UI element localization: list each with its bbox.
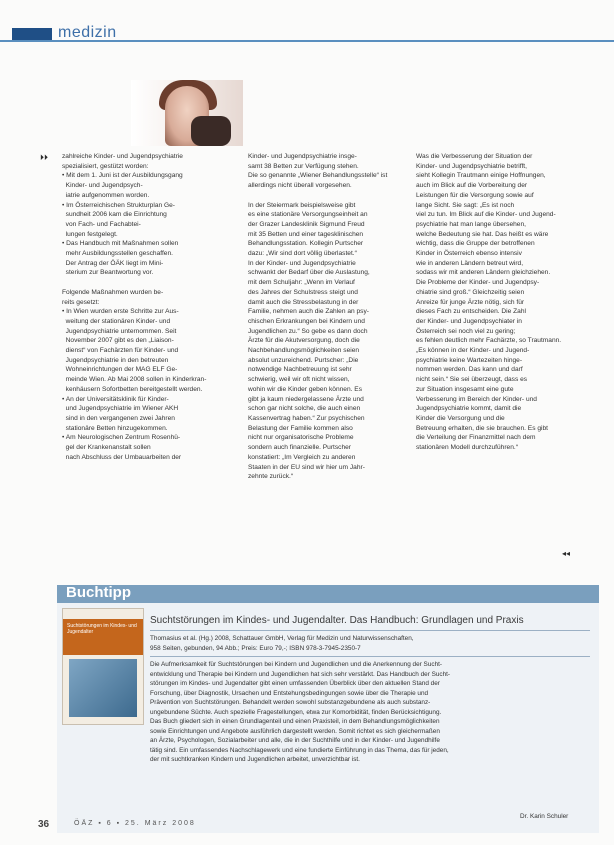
buchtipp-header xyxy=(57,585,599,603)
review-author: Dr. Karin Schuler xyxy=(520,813,569,820)
book-cover-title: Suchtstörungen im Kindes- und Jugendalter xyxy=(67,623,137,635)
book-headline: Suchtstörungen im Kindes- und Jugendalter. Das Handbuch: Grundlagen und Praxis xyxy=(150,615,524,626)
article-photo xyxy=(131,80,243,146)
continuation-arrow-icon: ⏵⏵ xyxy=(40,153,48,162)
article-column-3: Was die Verbesserung der Situation der Kinder- und Jugendpsychiatrie betrifft, sieht Kollegin Trautmann einige Hoffnungen, auch im Blick auf die Vorbereitung der Leistungen für die Versorgung sowie auf lange Sicht. Sie sagt: „Es ist noch viel zu tun. Im Blick auf die Kinder- und Jugend- psychiatrie hat man lange übersehen, welche Bedeutung sie hat. Das heißt es wäre wichtig, dass die Gruppe der betroffenen Kinder in Österreich ebenso intensiv wie in anderen Ländern betreut wird, sodass wir mit anderen Ländern gleichziehen. Die Probleme der Kinder- und Jugendpsy- chiatrie sind groß.“ Gleichzeitig seien Anreize für junge Ärzte nötig, sich für dieses Fach zu entscheiden. Die Zahl der Kinder- und Jugendpsychiater in Österreich sei noch viel zu gering; es fehlen deutlich mehr Fachärzte, so Trautmann. „Es können in der Kinder- und Jugend- psychiatrie keine Wartezeiten hinge- nommen werden. Das kann und darf nicht sein.“ Sie sei überzeugt, dass es zur Situation insgesamt eine gute Verbesserung im Bereich der Kinder- und Jugendpsychiatrie kommt, damit die Kinder die Versorgung und die Betreuung erhalten, die sie brauchen. Es gibt die Verteilung der Finanzmittel nach dem stationären Modell durchzuführen.“ xyxy=(416,153,562,452)
article-column-1: zahlreiche Kinder- und Jugendpsychiatrie spezialisiert, gestützt worden: • Mit dem 1. Juni ist der Ausbildungsgang Kinder- und Jugendpsych- iatrie aufgenommen worden. • Im Österreichischen Strukturplan Ge- sundheit 2006 kam die Einrichtung von Fach- und Fachabtei- lungen festgelegt. • Das Handbuch mit Maßnahmen sollen mehr Ausbildungsstellen geschaffen. Der Antrag der ÖÄK liegt im Mini- sterium zur Beantwortung vor. Folgende Maßnahmen wurden be- reits gesetzt: • In Wien wurden erste Schritte zur Aus- weitung der stationären Kinder- und Jugendpsychiatrie unternommen. Seit November 2007 gibt es den „Liaison- dienst“ von Fachärzten für Kinder- und Jugendpsychiatrie in den betreuten Wohneinrichtungen der MAG ELF Ge- meinde Wien. Ab Mai 2008 sollen in Kinderkran- kenhäusern Sofortbetten bereitgestellt werden. • An der Universitätsklinik für Kinder- und Jugendpsychiatrie im Wiener AKH sind in den vergangenen zwei Jahren stationäre Betten hinzugekommen. • Am Neurologischen Zentrum Rosenhü- gel der Krankenanstalt sollen nach Abschluss der Umbauarbeiten der xyxy=(62,153,207,461)
article-column-2: Kinder- und Jugendpsychiatrie insge- samt 38 Betten zur Verfügung stehen. Die so genannte „Wiener Behandlungsstelle“ ist allerdings nicht überall vorgesehen. In der Steiermark beispielsweise gibt es eine stationäre Versorgungseinheit an der Grazer Landesklinik Sigmund Freud mit 35 Betten und einer tagesklinischen Behandlungsstation. Kollegin Purtscher dazu: „Wir sind dort völlig überlastet.“ In der Kinder- und Jugendpsychiatrie schwankt der Bedarf über die Auslastung, mit dem Schuljahr: „Wenn im Verlauf des Jahres der Schulstress steigt und damit auch die Stressbelastung in der Familie, nehmen auch die Zahlen an psy- chischen Erkrankungen bei Kindern und Jugendlichen zu.“ So gebe es dann doch Ärzte für die Akutversorgung, doch die Nachbehandlungsmöglichkeiten seien absolut unzureichend. Purtscher: „Die notwendige Nachbetreuung ist sehr schwierig, weil wir oft nicht wissen, wohin wir die Kinder geben können. Es gibt ja kaum niedergelassene Ärzte und schon gar nicht solche, die auch einen Kassenvertrag haben.“ Zur psychischen Belastung der Familie kommen also nicht nur organisatorische Probleme sondern auch finanzielle. Purtscher konstatiert: „Im Vergleich zu anderen Staaten in der EU sind wir hier um Jahr- zehnte zurück.“ xyxy=(248,153,388,481)
book-cover-image xyxy=(69,659,137,717)
buchtipp-label: Buchtipp xyxy=(66,584,131,601)
issue-info: ÖÄZ ▪ 6 ▪ 25. März 2008 xyxy=(74,820,196,827)
book-divider-2 xyxy=(150,656,590,657)
book-reference: Thomasius et al. (Hg.) 2008, Schattauer GmbH, Verlag für Medizin und Naturwissenschaften, 958 Seiten, gebunden, 94 Abb.; Preis: Euro 79,-; ISBN 978-3-7945-2350-7 xyxy=(150,635,414,652)
photo-hand xyxy=(191,116,231,146)
section-title: medizin xyxy=(58,24,117,41)
article-end-icon: ◂◂ xyxy=(562,549,571,558)
book-divider xyxy=(150,630,590,631)
book-cover xyxy=(62,608,144,725)
book-review: Die Aufmerksamkeit für Suchtstörungen bei Kindern und Jugendlichen und die Anerkennung der Sucht- entwicklung und Therapie bei Kindern und Jugendlichen hat sich sehr verstärkt. Das Handbuch der Sucht- störungen im Kindes- und Jugendalter gibt einen umfassenden Überblick über den aktuellen Stand der Forschung, über Diagnostik, Ursachen und Entstehungsbedingungen sowie über die Therapie und Prävention von Suchtstörungen. Behandelt werden sowohl substanzgebundene als auch substanz- ungebundene Süchte. Auch spezielle Fragestellungen, etwa zur Komorbidität, finden Berücksichtigung. Das Buch gliedert sich in einen Grundlagenteil und einen Praxisteil, in dem Behandlungsmöglichkeiten sowie Einrichtungen und Angebote ausführlich dargestellt werden. Somit richtet es sich gleichermaßen an Ärzte, Psychologen, Sozialarbeiter und alle, die in der Suchthilfe und in der Kinder- und Jugendhilfe tätig sind. Ein umfassendes Nachschlagewerk und eine fundierte Einführung in das Thema, das für jeden, der mit suchtkranken Kindern und Jugendlichen arbeitet, unverzichtbar ist. xyxy=(150,661,451,763)
page-number: 36 xyxy=(38,819,50,830)
